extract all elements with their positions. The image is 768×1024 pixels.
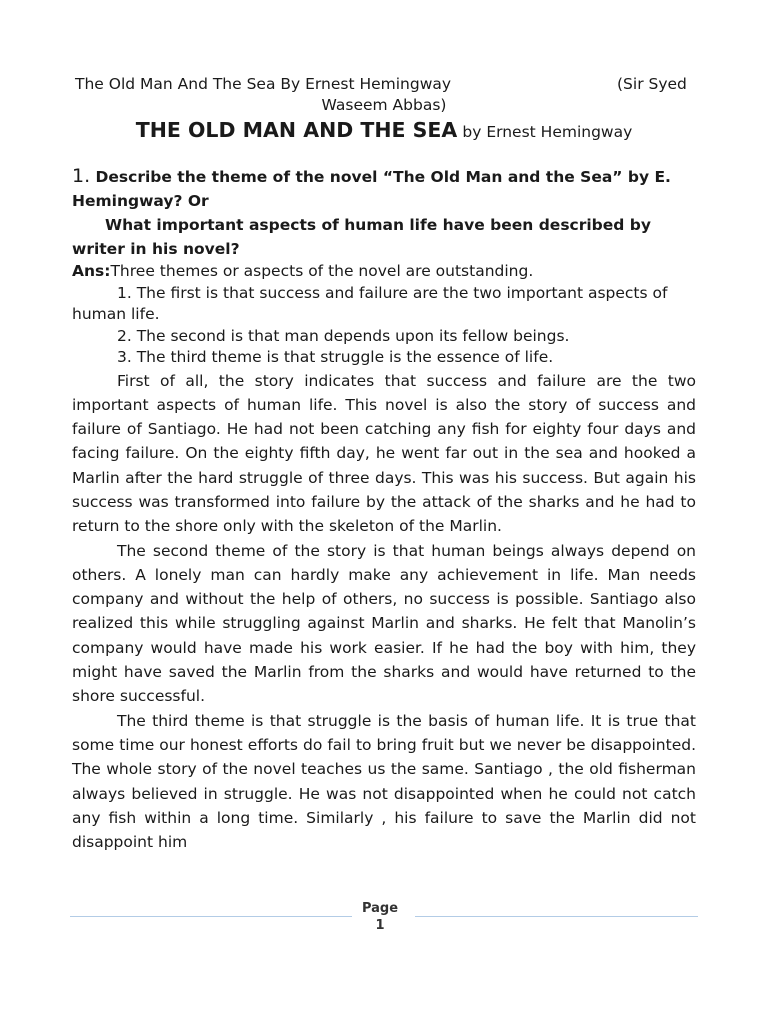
header-author-credit-continued: Waseem Abbas) <box>321 96 447 114</box>
page-label-text: Page <box>361 901 399 916</box>
body-paragraph: First of all, the story indicates that success and failure are the two important aspects of human life. This novel is also the story of success and failure of Santiago. He had not been catching any fish for eighty four days and facing failure. On the eighty fifth day, he went far out in the sea and hooked a Marlin after the hard struggle of three days. This was his success. But again his success was transformed into failure by the attack of the sharks and he had to return to the shore only with the skeleton of the Marlin. <box>72 371 696 536</box>
page-number: 1 <box>375 918 385 933</box>
answer-list-item: 2. The second is that man depends upon its fellow beings. <box>117 326 570 345</box>
header-author-credit: (Sir Syed <box>617 75 687 93</box>
footer-divider-left <box>70 916 352 917</box>
answer-intro-text: Three themes or aspects of the novel are outstanding. <box>110 262 534 280</box>
header-title: The Old Man And The Sea By Ernest Hemingway <box>75 75 452 93</box>
question-number: 1. <box>72 165 91 187</box>
page-number-label <box>358 900 402 934</box>
answer-list-item: 1. The first is that success and failure are the two important aspects of human life. <box>72 283 668 323</box>
question-line-2: What important aspects of human life have been described by writer in his novel? <box>72 216 651 258</box>
question-line-1 <box>72 164 696 213</box>
footer-divider-right <box>415 916 698 917</box>
document-title-main: THE OLD MAN AND THE SEA <box>135 118 458 142</box>
body-paragraph: The second theme of the story is that human beings always depend on others. A lonely man can hardly make any achievement in life. Man needs company and without the help of others, no success is possible. Santiago also realized this while struggling against Marlin and sharks. He felt that Manolin’s company would have made his work easier. If he had the boy with him, they might have saved the Marlin from the sharks and would have returned to the shore successful. <box>72 541 696 706</box>
page-footer <box>70 898 698 938</box>
answer-list-item: 3. The third theme is that struggle is the essence of life. <box>117 348 554 366</box>
document-title <box>0 116 768 146</box>
document-title-byline: by Ernest Hemingway <box>462 123 633 141</box>
document-body <box>72 164 696 854</box>
question-text: Describe the theme of the novel “The Old Man and the Sea” by E. Hemingway? Or <box>72 168 671 210</box>
answer-label: Ans: <box>72 262 111 280</box>
answer-intro <box>72 261 696 283</box>
body-paragraph: The third theme is that struggle is the basis of human life. It is true that some time our honest efforts do fail to bring fruit but we never be disappointed. The whole story of the novel teaches us the same. Santiago , the old fisherman always believed in struggle. He was not disappointed when he could not catch any fish within a long time. Similarly , his failure to save the Marlin did not disappoint him <box>72 711 696 852</box>
